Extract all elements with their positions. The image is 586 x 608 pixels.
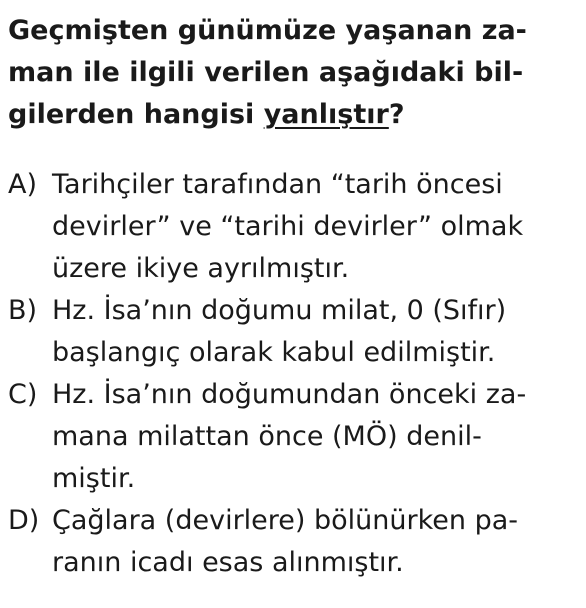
option-c-line-1: Hz. İsa’nın doğumundan önceki za- [52, 379, 527, 410]
question-line-1: Geçmişten günümüze yaşanan za- [8, 15, 527, 46]
option-a-line-1: Tarihçiler tarafından “tarih öncesi [52, 169, 503, 200]
option-a[interactable] [8, 164, 584, 290]
option-b[interactable] [8, 290, 584, 374]
option-c-line-3: miştir. [52, 463, 136, 494]
option-b-line-2: başlangıç olarak kabul edilmiştir. [52, 337, 496, 368]
question-line-3-text: gilerden hangisi [8, 99, 264, 130]
option-a-line-2: devirler” ve “tarihi devirler” olmak [52, 211, 524, 242]
option-b-line-1: Hz. İsa’nın doğumu milat, 0 (Sıfır) [52, 295, 507, 326]
option-a-label: A) [8, 169, 38, 200]
option-b-label: B) [8, 295, 38, 326]
option-c-label: C) [8, 379, 38, 410]
option-c-line-2: mana milattan önce (MÖ) denil- [52, 421, 482, 452]
question-line-3 [8, 94, 580, 136]
option-d-line-1: Çağlara (devirlere) bölünürken pa- [52, 505, 519, 536]
option-a-line-3: üzere ikiye ayrılmıştır. [52, 253, 350, 284]
answer-options [8, 164, 584, 584]
option-d-label: D) [8, 505, 40, 536]
option-d-line-2: ranın icadı esas alınmıştır. [52, 547, 404, 578]
option-c[interactable] [8, 374, 584, 500]
option-d[interactable] [8, 500, 584, 584]
question-line-2: man ile ilgili verilen aşağıdaki bil- [8, 57, 524, 88]
question-emphasis-word: yanlıştır [263, 99, 389, 130]
question-end-mark: ? [388, 99, 405, 130]
question-stem [8, 10, 580, 136]
